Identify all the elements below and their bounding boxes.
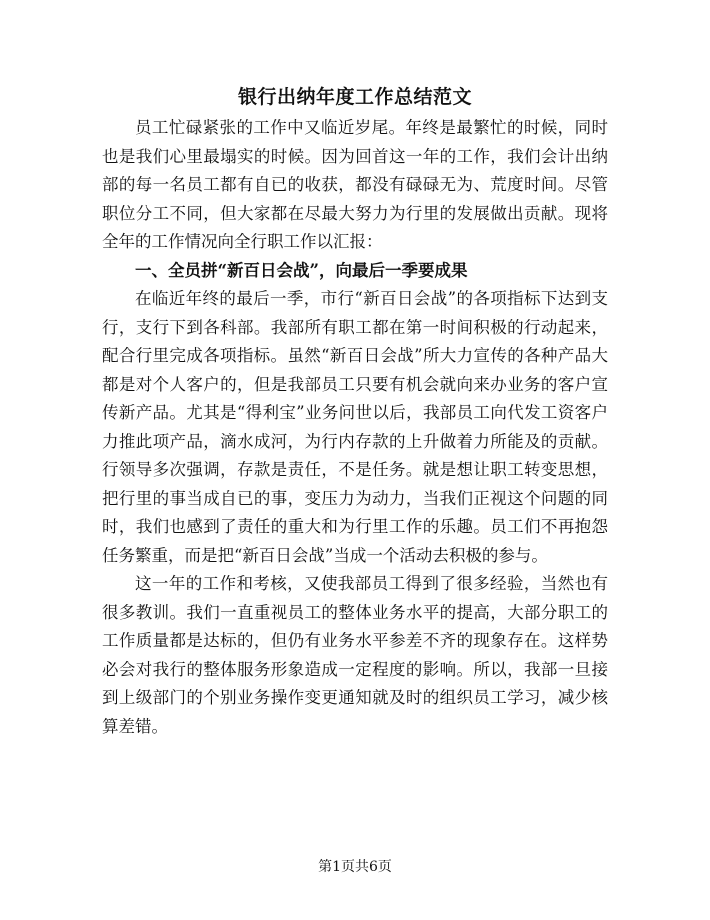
intro-paragraph: 员工忙碌紧张的工作中又临近岁尾。年终是最繁忙的时候，同时也是我们心里最塌实的时候。因为回首这一年的工作，我们会计出纳部的每一名员工都有自已的收获，都没有碌碌无为、荒度时间。尽管职位分工不同，但大家都在尽最大努力为行里的发展做出贡献。现将全年的工作情况向全行职工作以汇报： [102, 118, 608, 251]
document-body [102, 114, 608, 741]
document-title: 银行出纳年度工作总结范文 [237, 86, 472, 108]
section-1-paragraph: 在临近年终的最后一季，市行“新百日会战”的各项指标下达到支行，支行下到各科部。我部所有职工都在第一时间积极的行动起来，配合行里完成各项指标。虽然“新百日会战”所大力宣传的各种产品大都是对个人客户的，但是我部员工只要有机会就向来办业务的客户宣传新产品。尤其是“得利宝”业务问世以后，我部员工向代发工资客户力推此项产品，滴水成河，为行内存款的上升做着力所能及的贡献。行领导多次强调，存款是责任，不是任务。就是想让职工转变思想，把行里的事当成自已的事，变压力为动力，当我们正视这个问题的同时，我们也感到了责任的重大和为行里工作的乐趣。员工们不再抱怨任务繁重，而是把“新百日会战”当成一个活动去积极的参与。 [102, 289, 608, 565]
section-heading-1: 一、全员拼“新百日会战”，向最后一季要成果 [135, 260, 468, 280]
page-number-footer: 第1页共6页 [318, 859, 392, 875]
section-1-paragraph-2: 这一年的工作和考核，又使我部员工得到了很多经验，当然也有很多教训。我们一直重视员工的整体业务水平的提高，大部分职工的工作质量都是达标的，但仍有业务水平参差不齐的现象存在。这样势必会对我行的整体服务形象造成一定程度的影响。所以，我部一旦接到上级部门的个别业务操作变更通知就及时的组织员工学习，减少核算差错。 [102, 574, 608, 736]
